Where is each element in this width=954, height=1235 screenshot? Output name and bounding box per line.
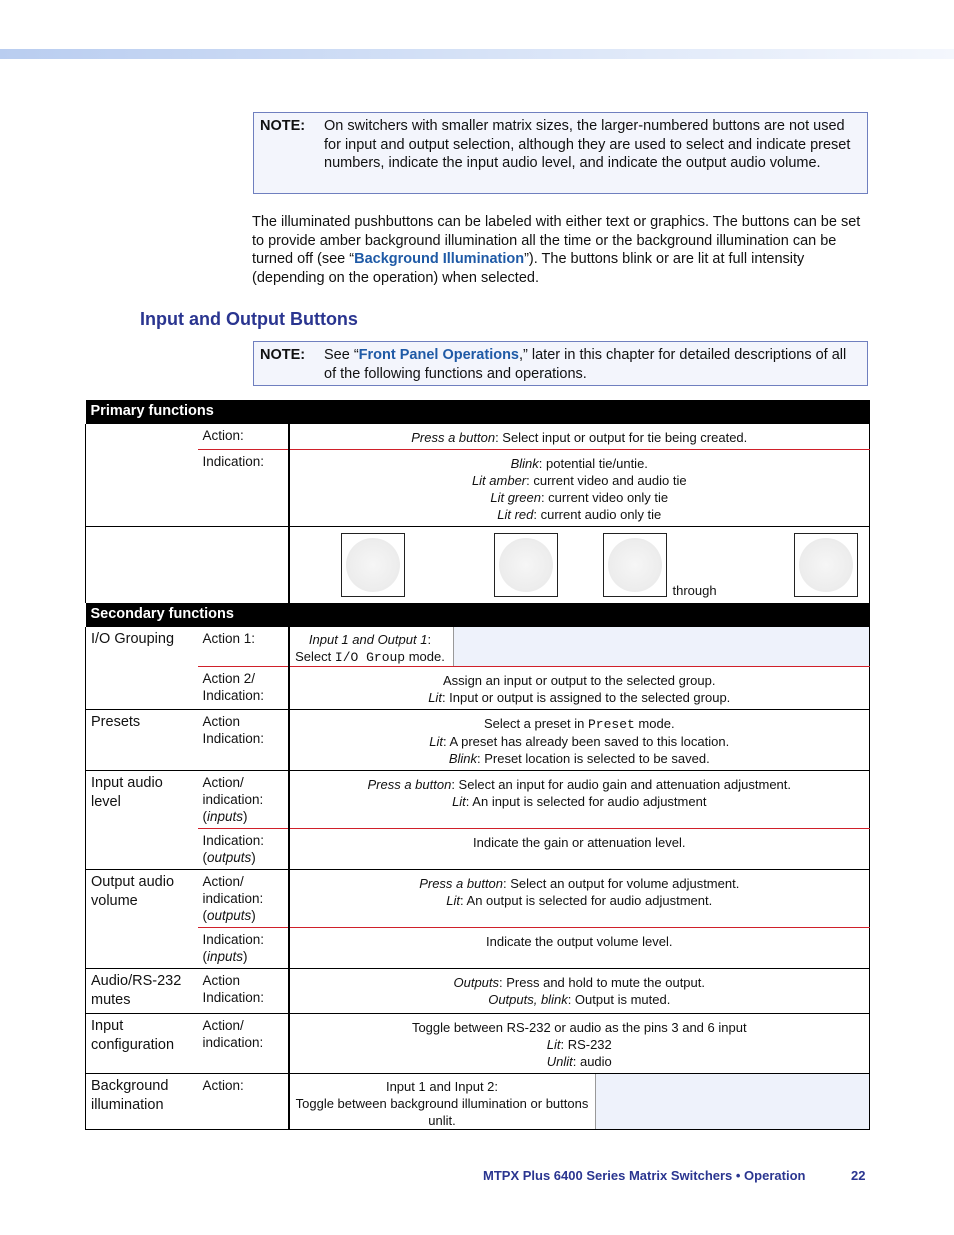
pushbutton-icon (494, 533, 558, 597)
pushbutton-icon (794, 533, 858, 597)
table-row (86, 771, 870, 829)
row-label (198, 710, 289, 771)
header-gradient-bar (0, 49, 954, 59)
label-line: Action (202, 973, 241, 988)
row-label (198, 1014, 289, 1074)
row-label: Action 1: (198, 627, 289, 667)
note-post: ,” later in this chapter for detailed descriptions of all of the following functions and operations. (324, 347, 847, 382)
row-description (289, 450, 870, 527)
function-name: Input audio level (86, 771, 198, 870)
em-text: inputs (207, 949, 244, 964)
secondary-functions-header (86, 603, 870, 627)
section-title: Input and Output Buttons (140, 309, 358, 329)
em-text: Lit (446, 893, 461, 908)
row-label: Indication: (outputs) (198, 829, 289, 870)
row-description (289, 667, 870, 710)
em-text: Lit (452, 794, 466, 809)
table-row (86, 667, 870, 710)
desc-text: : current video and audio tie (526, 473, 687, 488)
desc-text: : RS-232 (560, 1037, 612, 1052)
page-number: 22 (851, 1168, 866, 1183)
function-cell (86, 424, 198, 527)
table-row (86, 928, 870, 969)
label-line: Indication: (202, 731, 265, 746)
row-label (198, 969, 289, 1014)
row-description (289, 771, 870, 829)
desc-text: : Select an output for volume adjustment. (503, 876, 740, 891)
blank-shaded-cell (454, 627, 870, 666)
row-label: Action: (198, 1074, 289, 1130)
label-line: Indication: (202, 932, 265, 947)
note-text (324, 342, 867, 387)
desc-text: : potential tie/untie. (538, 456, 648, 471)
row-description (289, 710, 870, 771)
row-description (289, 870, 870, 928)
row-label: Action 2/ Indication: (198, 667, 289, 710)
table-row (86, 829, 870, 870)
note-text: On switchers with smaller matrix sizes, the larger-numbered buttons are not used for input and output selection, although they are used to select and indicate preset numbers, indicate the input audio level, and indicate the output audio volume. (324, 118, 851, 171)
background-illumination-link[interactable]: Background Illumination (354, 251, 525, 268)
desc-text: : Select input or output for tie being created. (495, 430, 748, 445)
desc-text: : Select an input for audio gain and attenuation adjustment. (451, 777, 792, 792)
label-line: Action/ (202, 874, 244, 889)
em-text: outputs (207, 908, 252, 923)
row-description: Indicate the output volume level. (289, 928, 870, 969)
primary-functions-header (86, 400, 870, 424)
desc-text: : current video only tie (540, 490, 669, 505)
em-text: Press a button (419, 876, 504, 891)
desc-text: mode. (405, 648, 445, 664)
desc-text: : Input or output is assigned to the selected group. (441, 690, 731, 705)
function-table (85, 400, 870, 1130)
table-row (86, 424, 870, 450)
note-label: NOTE: (260, 118, 306, 134)
para-text: The illuminated pushbuttons can be labeled with either text or graphics. The buttons can be set to provide amber background illumination all the time or the background illumination can be turned off (see “ (252, 214, 861, 268)
label-line: Indication: (202, 990, 265, 1005)
function-name: I/O Grouping (86, 627, 198, 710)
em-text: outputs (207, 850, 252, 865)
em-text: Input 1 and Output 1 (308, 631, 428, 647)
table-row (86, 1014, 870, 1074)
desc-text: Toggle between background illumination or buttons unlit. (295, 1096, 589, 1128)
row-label: Action: (198, 424, 289, 450)
row-description: Indicate the gain or attenuation level. (289, 829, 870, 870)
row-label: Indication: (198, 450, 289, 527)
note-pre: See “ (324, 347, 359, 363)
desc-text: : current audio only tie (533, 507, 662, 522)
table-row (86, 1074, 870, 1130)
em-text: Blink (510, 456, 539, 471)
pushbutton-icon (603, 533, 667, 597)
em-text: Lit (429, 734, 444, 749)
em-text: Unlit (546, 1054, 573, 1069)
through-label: through (672, 583, 717, 598)
em-text: Lit (428, 690, 442, 705)
em-text: Outputs, blink (488, 992, 568, 1007)
background-action-text (290, 1074, 596, 1129)
label-line: Indication: (202, 833, 265, 848)
function-name: Audio/RS-232 mutes (86, 969, 198, 1014)
table-row (86, 870, 870, 928)
label-line: Action (202, 714, 241, 729)
mode-code: Preset (588, 717, 635, 732)
label-line: indication: (202, 891, 264, 906)
front-panel-operations-link[interactable]: Front Panel Operations (358, 347, 520, 363)
em-text: Press a button (367, 777, 452, 792)
row-label: Indication: (inputs) (198, 928, 289, 969)
function-name: Presets (86, 710, 198, 771)
em-text: inputs (207, 809, 244, 824)
row-description (289, 627, 870, 667)
em-text: Lit red (497, 507, 534, 522)
row-description (289, 1014, 870, 1074)
primary-header-label: Primary functions (86, 400, 870, 424)
em-text: Press a button (411, 430, 496, 445)
io-action-text (290, 627, 454, 666)
function-name: Input configuration (86, 1014, 198, 1074)
desc-text: Input 1 and Input 2: (385, 1079, 499, 1094)
desc-text: Toggle between RS-232 or audio as the pins 3 and 6 input (411, 1020, 747, 1035)
desc-text: Select a preset in (483, 716, 588, 731)
row-description (289, 1074, 870, 1130)
table-row (86, 969, 870, 1014)
label-line: indication: (202, 792, 264, 807)
desc-text: : An input is selected for audio adjustment (465, 794, 707, 809)
desc-text: : A preset has already been saved to this location. (443, 734, 730, 749)
desc-text: Assign an input or output to the selected group. (443, 673, 716, 688)
para-text-end: ”). The buttons blink or are lit at full intensity (depending on the operation) when selected. (252, 251, 805, 287)
desc-text: : (427, 631, 432, 647)
note-box-front-panel (253, 341, 868, 386)
table-row (86, 710, 870, 771)
note-label: NOTE: (260, 347, 306, 363)
button-illustration-row (86, 527, 870, 603)
table-row (86, 627, 870, 667)
em-text: Outputs (453, 975, 500, 990)
desc-text: : An output is selected for audio adjustment. (460, 893, 713, 908)
row-description (289, 424, 870, 450)
label-line: indication: (202, 1035, 264, 1050)
empty-cell (86, 527, 289, 603)
intro-paragraph (252, 213, 872, 288)
button-illustration-cell (289, 527, 870, 603)
desc-text: mode. (634, 716, 675, 731)
desc-text: : Preset location is selected to be saved. (477, 751, 710, 766)
row-label: Action/ indication: (inputs) (198, 771, 289, 829)
label-line: Action/ (202, 775, 244, 790)
em-text: Blink (448, 751, 477, 766)
mode-code: I/O Group (334, 649, 406, 665)
blank-shaded-cell (596, 1074, 870, 1129)
footer-title: MTPX Plus 6400 Series Matrix Switchers • Operation (483, 1168, 806, 1183)
function-name: Background illumination (86, 1074, 198, 1130)
note-box-matrix-sizes (253, 112, 868, 194)
function-name: Output audio volume (86, 870, 198, 969)
row-description (289, 969, 870, 1014)
em-text: Lit amber (471, 473, 527, 488)
em-text: Lit green (490, 490, 541, 505)
desc-text: : Output is muted. (567, 992, 671, 1007)
row-label: Action/ indication: (outputs) (198, 870, 289, 928)
table-row (86, 450, 870, 527)
em-text: Lit (546, 1037, 561, 1052)
label-line: Action/ (202, 1018, 244, 1033)
desc-text: Select (295, 648, 335, 664)
secondary-header-label: Secondary functions (86, 603, 870, 627)
desc-text: : Press and hold to mute the output. (499, 975, 705, 990)
desc-text: : audio (572, 1054, 612, 1069)
pushbutton-icon (341, 533, 405, 597)
